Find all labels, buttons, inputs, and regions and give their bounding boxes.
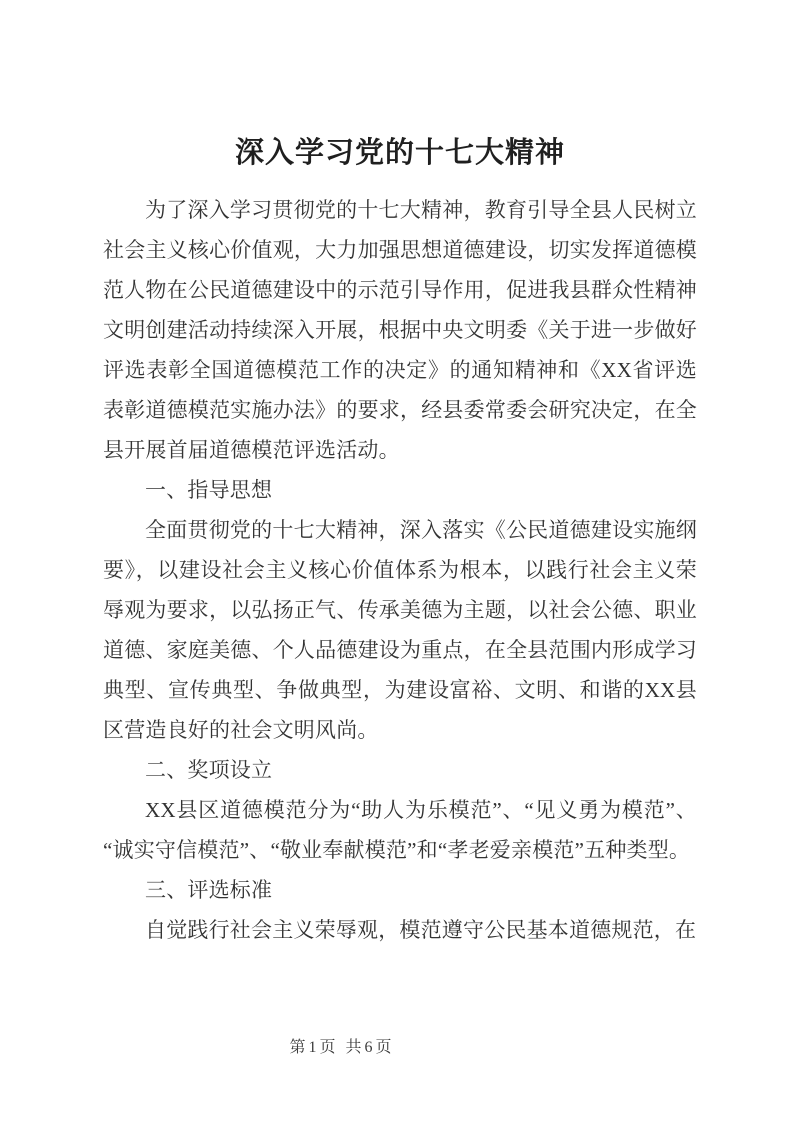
page-title: 深入学习党的十七大精神: [234, 137, 565, 169]
paragraph: XX县区道德模范分为“助人为乐模范”、“见义勇为模范”、“诚实守信模范”、“敬业奉献模范”和“孝老爱亲模范”五种类型。: [103, 798, 697, 862]
document-body: [103, 190, 697, 950]
page-footer: [0, 1034, 742, 1057]
paragraph: 全面贯彻党的十七大精神，深入落实《公民道德建设实施纲要》，以建设社会主义核心价值体系为根本，以践行社会主义荣辱观为要求，以弘扬正气、传承美德为主题，以社会公德、职业道德、家庭美德、个人品德建设为重点，在全县范围内形成学习典型、宣传典型、争做典型，为建设富裕、文明、和谐的XX县区营造良好的社会文明风尚。: [103, 518, 697, 742]
paragraph: 为了深入学习贯彻党的十七大精神，教育引导全县人民树立社会主义核心价值观，大力加强思想道德建设，切实发挥道德模范人物在公民道德建设中的示范引导作用，促进我县群众性精神文明创建活动持续深入开展，根据中央文明委《关于进一步做好评选表彰全国道德模范工作的决定》的通知精神和《XX省评选表彰道德模范实施办法》的要求，经县委常委会研究决定，在全县开展首届道德模范评选活动。: [103, 198, 697, 462]
section-heading: 三、评选标准: [145, 878, 273, 902]
paragraph: 自觉践行社会主义荣辱观，模范遵守公民基本道德规范，在: [145, 918, 697, 942]
page-number: 第1页 共6页: [289, 1039, 395, 1056]
section-heading: 二、奖项设立: [145, 758, 273, 782]
section-heading: 一、指导思想: [145, 478, 273, 502]
